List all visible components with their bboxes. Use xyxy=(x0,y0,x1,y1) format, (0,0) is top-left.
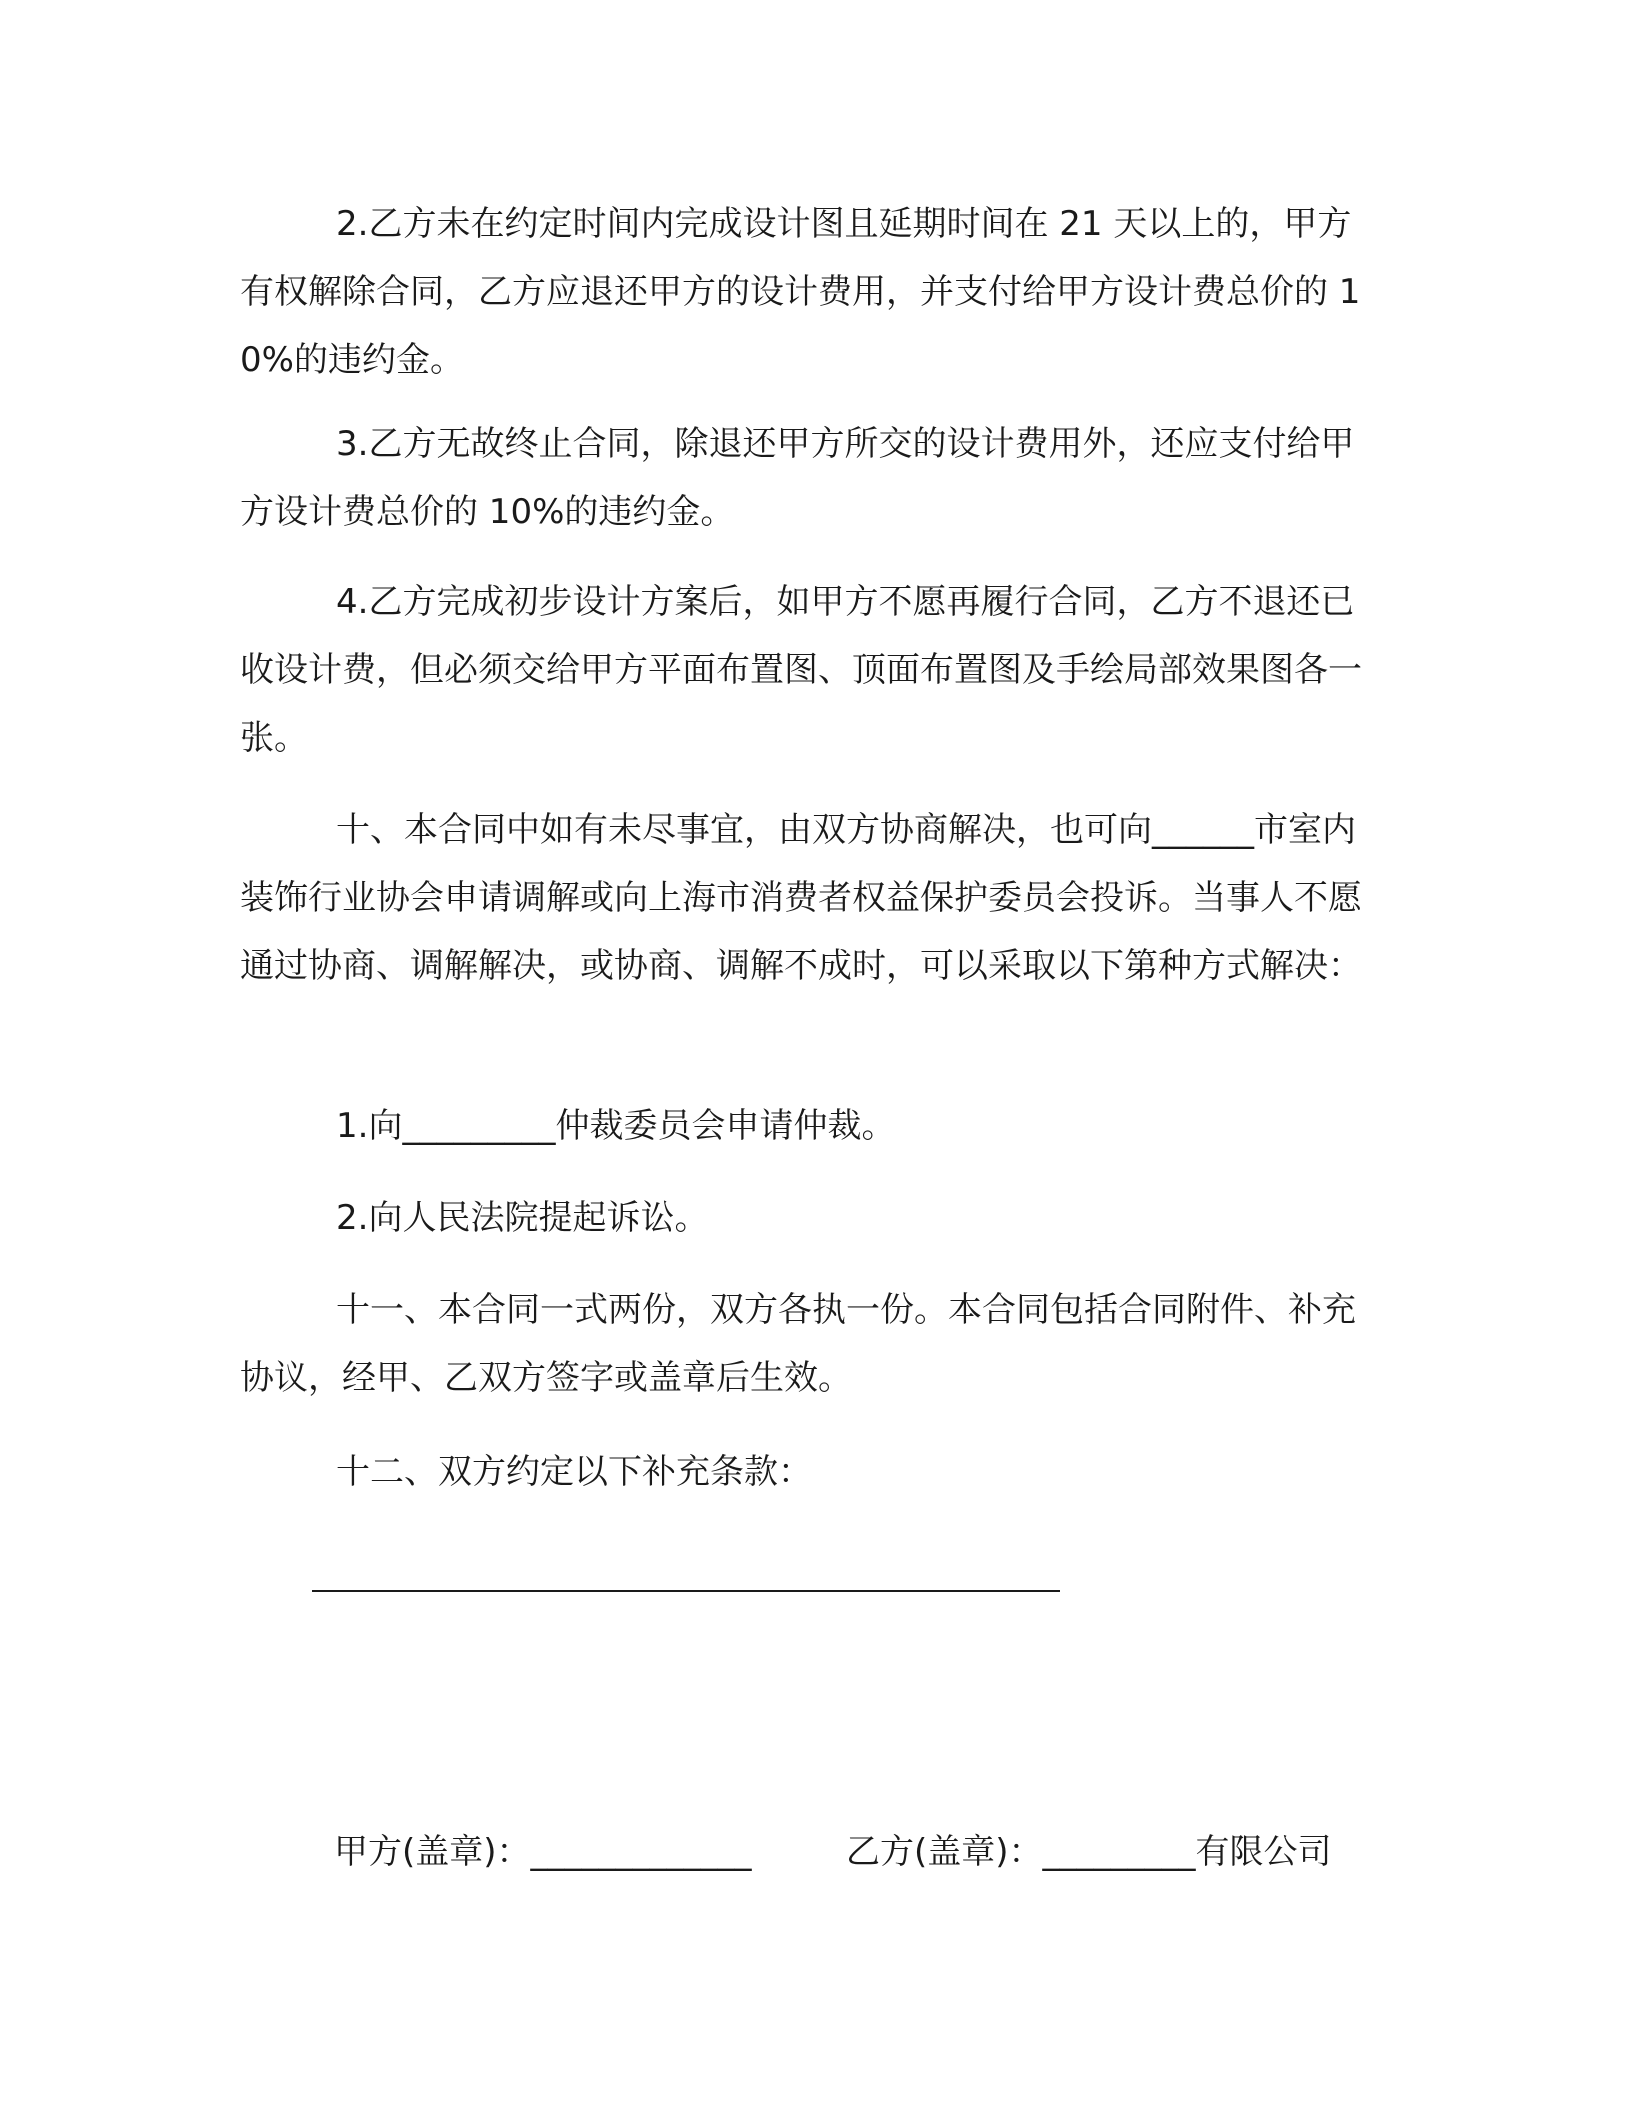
clause-9-item-4: 4.乙方完成初步设计方案后，如甲方不愿再履行合同，乙方不退还已收设计费，但必须交给甲方平面布置图、顶面布置图及手绘局部效果图各一张。 xyxy=(240,582,1362,758)
clause-9-item-2: 2.乙方未在约定时间内完成设计图且延期时间在 21 天以上的，甲方有权解除合同，乙方应退还甲方的设计费用，并支付给甲方设计费总价的 10%的违约金。 xyxy=(240,204,1361,380)
clause-10: 十、本合同中如有未尽事宜，由双方协商解决，也可向______市室内装饰行业协会申请调解或向上海市消费者权益保护委员会投诉。当事人不愿通过协商、调解解决，或协商、调解不成时，可以采取以下第种方式解决： xyxy=(240,810,1362,986)
clause-12: 十二、双方约定以下补充条款： xyxy=(336,1452,812,1492)
party-b-seal-label: 乙方(盖章)：_________有限公司 xyxy=(846,1832,1332,1872)
clause-10-item-1: 1.向_________仲裁委员会申请仲裁。 xyxy=(336,1106,896,1146)
clause-10-item-2: 2.向人民法院提起诉讼。 xyxy=(336,1198,709,1238)
supplementary-terms-blank-line[interactable] xyxy=(312,1590,1060,1592)
party-a-seal-label: 甲方(盖章)：_____________ xyxy=(334,1832,752,1872)
clause-11: 十一、本合同一式两份，双方各执一份。本合同包括合同附件、补充协议，经甲、乙双方签字或盖章后生效。 xyxy=(240,1290,1356,1398)
clause-9-item-3: 3.乙方无故终止合同，除退还甲方所交的设计费用外，还应支付给甲方设计费总价的 10%的违约金。 xyxy=(240,424,1355,532)
